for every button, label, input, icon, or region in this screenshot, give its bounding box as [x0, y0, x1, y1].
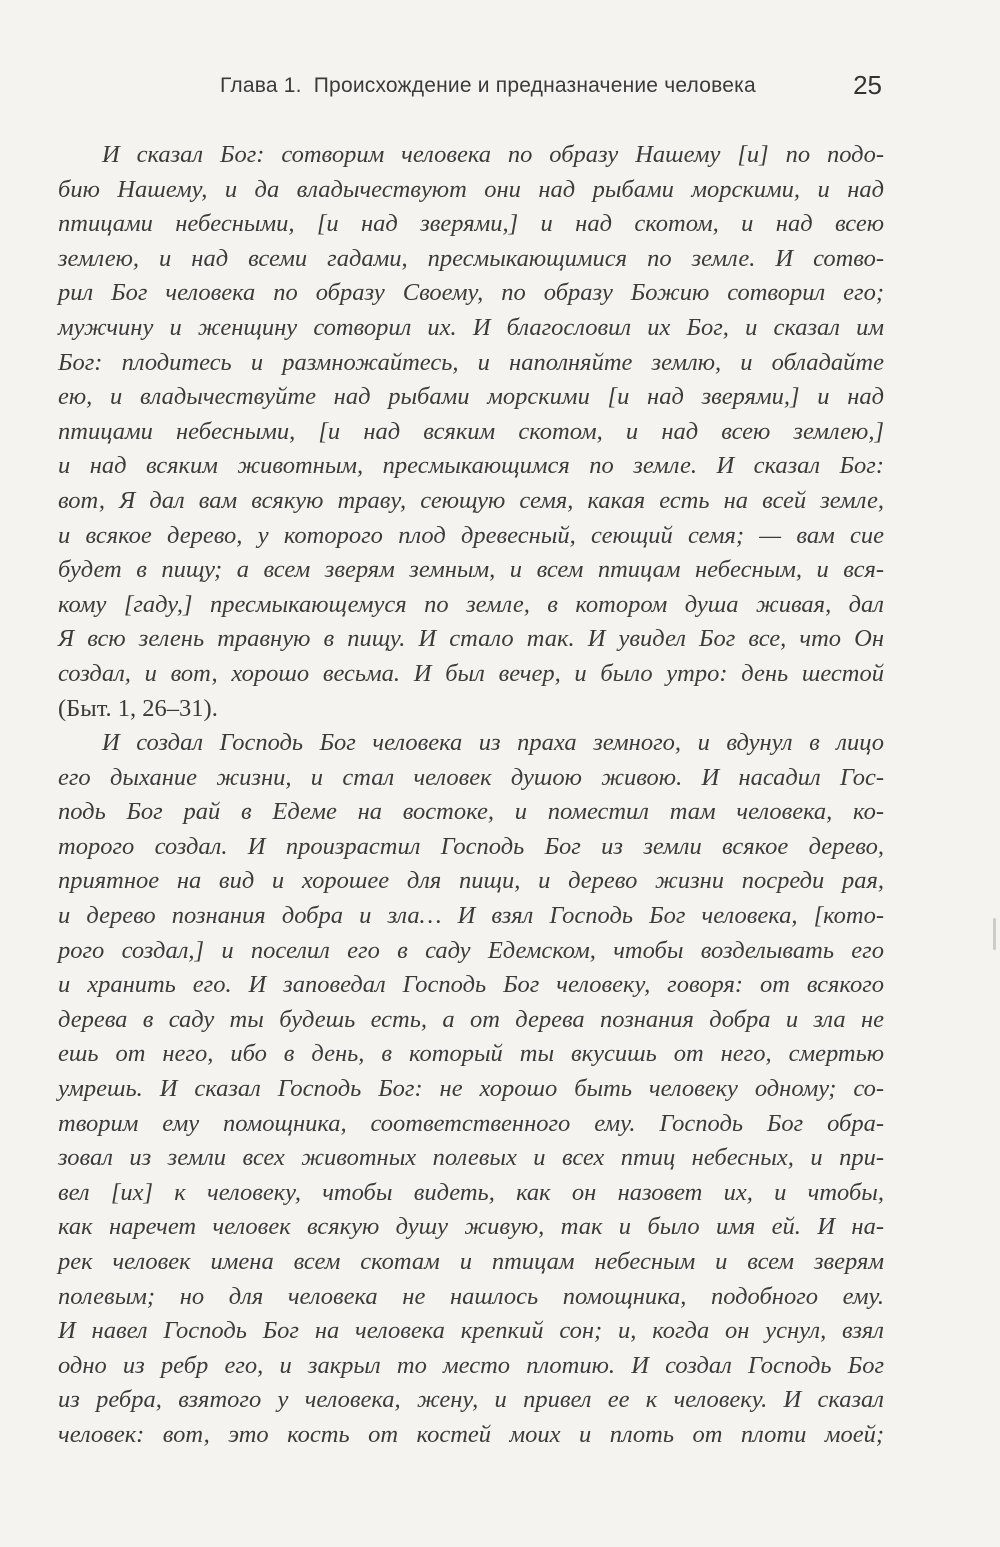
- text-line: рого создал,] и поселил его в саду Едемском, чтобы возделывать его: [58, 936, 884, 964]
- text-line: подь Бог рай в Едеме на востоке, и поместил там человека, ко-: [58, 798, 884, 826]
- text-line: умрешь. И сказал Господь Бог: не хорошо быть человеку одному; со-: [58, 1075, 884, 1103]
- text-line: И навел Господь Бог на человека крепкий сон; и, когда он уснул, взял: [58, 1317, 884, 1345]
- text-line: зовал из земли всех животных полевых и всех птиц небесных, и при-: [58, 1144, 884, 1172]
- text-line: человек: вот, это кость от костей моих и плоть от плоти моей;: [58, 1420, 884, 1448]
- text-line: птицами небесными, [и над всяким скотом, и над всею землею,]: [58, 417, 884, 445]
- text-line: землею, и над всеми гадами, пресмыкающимися по земле. И сотво-: [58, 244, 884, 272]
- paragraph-genesis-2: [58, 726, 884, 1452]
- text-line: ешь от него, ибо в день, в который ты вкусишь от него, смертью: [58, 1040, 884, 1068]
- text-line: рил Бог человека по образу Своему, по образу Божию сотворил его;: [58, 279, 884, 307]
- chapter-title: [220, 74, 756, 98]
- paragraph-genesis-1: [58, 138, 884, 726]
- text-line: мужчину и женщину сотворил их. И благословил их Бог, и сказал им: [58, 313, 884, 341]
- text-line: И сказал Бог: сотворим человека по образу Нашему [и] по подо-: [102, 141, 884, 168]
- page-edge-mark: [993, 918, 996, 950]
- text-line: из ребра, взятого у человека, жену, и привел ее к человеку. И сказал: [58, 1386, 884, 1414]
- text-line: как наречет человек всякую душу живую, так и было имя ей. И на-: [58, 1213, 884, 1241]
- text-line: дерева в саду ты будешь есть, а от дерева познания добра и зла не: [58, 1005, 884, 1033]
- chapter-label: Глава 1.: [220, 74, 302, 97]
- text-line: его дыхание жизни, и стал человек душою живою. И насадил Гос-: [58, 763, 884, 791]
- text-line: приятное на вид и хорошее для пищи, и дерево жизни посреди рая,: [58, 867, 884, 895]
- text-line: полевым; но для человека не нашлось помощника, подобного ему.: [58, 1282, 884, 1310]
- text-line: И создал Господь Бог человека из праха земного, и вдунул в лицо: [102, 729, 884, 757]
- text-line: и хранить его. И заповедал Господь Бог человеку, говоря: от всякого: [58, 971, 884, 999]
- scripture-citation: (Быт. 1, 26–31).: [58, 694, 218, 722]
- text-line: творим ему помощника, соответственного ему. Господь Бог обра-: [58, 1109, 884, 1137]
- text-line: торого создал. И произрастил Господь Бог из земли всякое дерево,: [58, 832, 884, 860]
- body-text: [58, 138, 884, 1453]
- text-line: будет в пищу; а всем зверям земным, и всем птицам небесным, и вся-: [58, 556, 884, 584]
- text-line: вел [их] к человеку, чтобы видеть, как он назовет их, и чтобы,: [58, 1178, 884, 1206]
- text-line: Я всю зелень травную в пищу. И стало так. И увидел Бог все, что Он: [58, 625, 884, 653]
- running-head: [220, 70, 882, 110]
- text-line: рек человек имена всем скотам и птицам небесным и всем зверям: [58, 1248, 884, 1275]
- text-line: бию Нашему, и да владычествуют они над рыбами морскими, и над: [58, 175, 884, 203]
- text-line: и дерево познания добра и зла… И взял Господь Бог человека, [кото-: [58, 902, 884, 930]
- text-line: и всякое дерево, у которого плод древесный, сеющий семя; — вам сие: [58, 521, 884, 549]
- text-line: создал, и вот, хорошо весьма. И был вечер, и было утро: день шестой: [58, 659, 884, 687]
- text-line: ею, и владычествуйте над рыбами морскими [и над зверями,] и над: [58, 383, 884, 411]
- page-number: 25: [853, 70, 882, 100]
- text-line: вот, Я дал вам всякую траву, сеющую семя, какая есть на всей земле,: [58, 486, 884, 514]
- chapter-name: Происхождение и предназначение человека: [313, 74, 756, 97]
- text-line: и над всяким животным, пресмыкающимся по земле. И сказал Бог:: [58, 452, 884, 480]
- text-line: одно из ребр его, и закрыл то место плотию. И создал Господь Бог: [58, 1351, 884, 1379]
- text-line: Бог: плодитесь и размножайтесь, и наполняйте землю, и обладайте: [58, 348, 884, 376]
- text-line: птицами небесными, [и над зверями,] и над скотом, и над всею: [58, 210, 884, 238]
- text-line: кому [гаду,] пресмыкающемуся по земле, в котором душа живая, дал: [58, 590, 884, 618]
